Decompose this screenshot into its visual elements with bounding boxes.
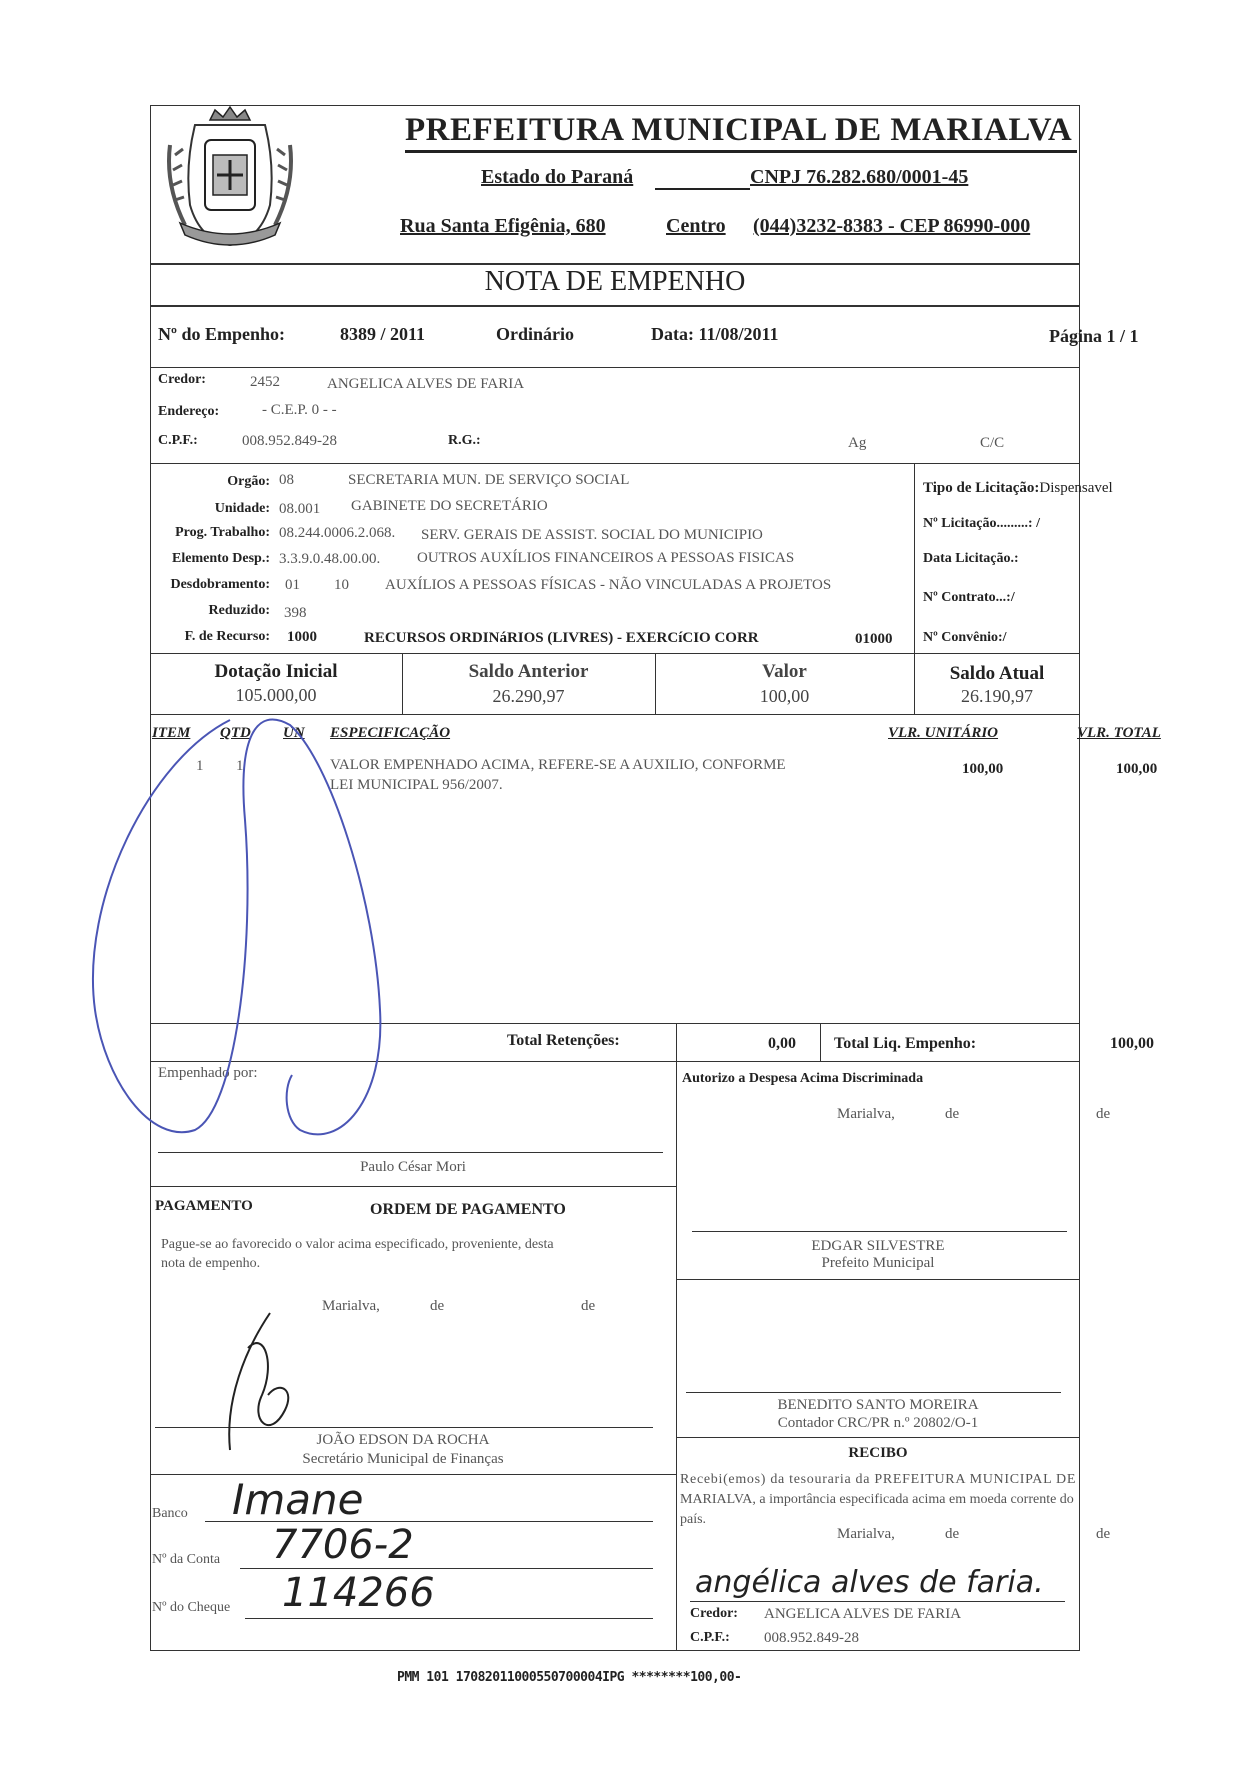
pagamento-de2: de [581, 1298, 596, 1314]
recibo-label: RECIBO [848, 1445, 908, 1461]
dotacao-value: 105.000,00 [235, 685, 317, 705]
prog-label: Prog. Trabalho: [175, 525, 270, 540]
contador-role: Contador CRC/PR n.º 20802/O-1 [777, 1415, 979, 1431]
empenho-date: Data: 11/08/2011 [651, 324, 779, 344]
autorizo-place: Marialva, [837, 1106, 895, 1122]
pagamento-label: PAGAMENTO [155, 1198, 253, 1214]
recibo-signature: angélica alves de faria. [695, 1565, 1044, 1600]
pagamento-text-1: Pague-se ao favorecido o valor acima especificado, proveniente, desta [161, 1237, 554, 1252]
header-district: Centro [666, 215, 726, 237]
col-item: ITEM [152, 725, 191, 741]
retencoes-value: 0,00 [768, 1035, 796, 1052]
doc-title: NOTA DE EMPENHO [484, 266, 746, 297]
row1-item: 1 [196, 758, 204, 774]
unidade-label: Unidade: [214, 501, 270, 516]
autorizo-label: Autorizo a Despesa Acima Discriminada [682, 1071, 924, 1086]
fonte-desc: RECURSOS ORDINáRIOS (LIVRES) - EXERCíCIO CORR [364, 630, 759, 646]
dotacao-label: Dotação Inicial [214, 661, 338, 682]
fonte-label: F. de Recurso: [184, 629, 270, 644]
col-vtotal: VLR. TOTAL [1077, 725, 1161, 741]
banco-value: Imane [232, 1475, 364, 1524]
credor-code: 2452 [250, 374, 280, 390]
valor-label: Valor [762, 661, 807, 682]
recibo-text-3: país. [680, 1512, 707, 1527]
elem-code: 3.3.9.0.48.00.00. [279, 551, 381, 567]
row1-vunit: 100,00 [962, 761, 1004, 777]
empenho-number: 8389 / 2011 [340, 324, 426, 344]
empenhado-name: Paulo César Mori [360, 1159, 466, 1175]
col-qtd: QTD [220, 725, 251, 741]
conta-value: 7706-2 [272, 1522, 414, 1568]
recibo-de2: de [1096, 1526, 1111, 1542]
orgao-code: 08 [279, 472, 294, 488]
row1-qtd: 1 [236, 758, 244, 774]
recibo-place: Marialva, [837, 1526, 895, 1542]
col-un: UN [283, 725, 305, 741]
pagamento-de1: de [430, 1298, 445, 1314]
prog-desc: SERV. GERAIS DE ASSIST. SOCIAL DO MUNICIPIO [421, 527, 763, 543]
desdob-a: 01 [285, 577, 300, 593]
header-cnpj: CNPJ 76.282.680/0001-45 [750, 166, 969, 188]
liquido-label: Total Liq. Empenho: [834, 1035, 977, 1052]
contador-name: BENEDITO SANTO MOREIRA [777, 1397, 979, 1413]
elem-label: Elemento Desp.: [172, 551, 270, 566]
recibo-cpf-label: C.P.F.: [690, 1630, 730, 1645]
recibo-text-1: Recebi(emos) da tesouraria da PREFEITURA MUNICIPAL DE [680, 1472, 1077, 1487]
desdob-desc: AUXÍLIOS A PESSOAS FÍSICAS - NÃO VINCULADAS A PROJETOS [385, 577, 832, 593]
unidade-desc: GABINETE DO SECRETÁRIO [351, 498, 548, 514]
conta-label: Nº da Conta [152, 1552, 221, 1567]
footer-code: PMM 101 17082011000550700004IPG ********100,00- [397, 1670, 742, 1685]
saldo-atual-value: 26.190,97 [961, 686, 1033, 706]
desdob-label: Desdobramento: [170, 577, 270, 592]
row1-vtotal: 100,00 [1116, 761, 1158, 777]
orgao-desc: SECRETARIA MUN. DE SERVIÇO SOCIAL [348, 472, 630, 488]
header-phone-cep: (044)3232-8383 - CEP 86990-000 [753, 215, 1031, 237]
credor-label: Credor: [158, 372, 206, 387]
licitacao-data: Data Licitação.: [923, 551, 1019, 566]
licitacao-contrato: Nº Contrato...:/ [923, 590, 1015, 605]
fonte-code: 1000 [287, 629, 317, 645]
cheque-value: 114266 [282, 1570, 435, 1616]
cc-label: C/C [980, 435, 1005, 451]
banco-label: Banco [152, 1506, 188, 1521]
empenho-label: Nº do Empenho: [158, 324, 285, 344]
col-vunit: VLR. UNITÁRIO [888, 725, 999, 741]
prog-code: 08.244.0006.2.068. [279, 525, 396, 541]
autorizo-de1: de [945, 1106, 960, 1122]
saldo-atual-label: Saldo Atual [949, 663, 1045, 684]
reduzido-value: 398 [284, 605, 307, 621]
liquido-value: 100,00 [1110, 1035, 1154, 1052]
endereco-label: Endereço: [158, 404, 220, 419]
ordem-label: ORDEM DE PAGAMENTO [370, 1201, 566, 1218]
recibo-text-2: MARIALVA, a importância especificada acima em moeda corrente do [680, 1492, 1074, 1507]
fonte-num: 01000 [855, 631, 893, 647]
recibo-credor-label: Credor: [690, 1606, 738, 1621]
header-street: Rua Santa Efigênia, 680 [400, 215, 606, 237]
empenhado-label: Empenhado por: [158, 1065, 258, 1081]
row1-espec-1: VALOR EMPENHADO ACIMA, REFERE-SE A AUXILIO, CONFORME [330, 757, 786, 773]
autorizo-role: Prefeito Municipal [821, 1255, 935, 1271]
cpf-label: C.P.F.: [158, 433, 198, 448]
licitacao-numero: Nº Licitação.........: / [923, 516, 1040, 531]
desdob-b: 10 [334, 577, 349, 593]
rg-label: R.G.: [448, 433, 481, 448]
row1-espec-2: LEI MUNICIPAL 956/2007. [330, 777, 503, 793]
empenho-page: Página 1 / 1 [1049, 326, 1139, 346]
autorizo-name: EDGAR SILVESTRE [811, 1238, 945, 1254]
orgao-label: Orgão: [227, 474, 270, 489]
ag-label: Ag [848, 435, 867, 451]
pagamento-place: Marialva, [322, 1298, 380, 1314]
endereco-value: - C.E.P. 0 - - [262, 402, 337, 418]
unidade-code: 08.001 [279, 501, 321, 517]
pagamento-text-2: nota de empenho. [161, 1256, 261, 1271]
licitacao-tipo-label: Tipo de Licitação: [923, 480, 1040, 496]
recibo-de1: de [945, 1526, 960, 1542]
autorizo-de2: de [1096, 1106, 1111, 1122]
header-state: Estado do Paraná [481, 166, 634, 188]
cheque-label: Nº do Cheque [152, 1600, 231, 1615]
recibo-cpf: 008.952.849-28 [764, 1630, 859, 1646]
valor-value: 100,00 [759, 686, 810, 706]
cpf-value: 008.952.849-28 [242, 433, 337, 449]
saldo-anterior-label: Saldo Anterior [468, 661, 589, 682]
empenho-type: Ordinário [496, 324, 575, 344]
header-title: PREFEITURA MUNICIPAL DE MARIALVA [405, 112, 1073, 148]
reduzido-label: Reduzido: [208, 603, 270, 618]
pen-loop-mark [93, 719, 380, 1134]
recibo-credor-name: ANGELICA ALVES DE FARIA [764, 1606, 962, 1622]
retencoes-label: Total Retenções: [507, 1032, 620, 1049]
saldo-anterior-value: 26.290,97 [492, 686, 565, 706]
pagamento-name: JOÃO EDSON DA ROCHA [316, 1432, 490, 1448]
licitacao-convenio: Nº Convênio:/ [923, 630, 1007, 645]
col-espec: ESPECIFICAÇÃO [330, 725, 451, 741]
licitacao-tipo-value: Dispensavel [1039, 480, 1113, 496]
credor-name: ANGELICA ALVES DE FARIA [327, 376, 525, 392]
pen-check-mark [229, 1313, 288, 1450]
elem-desc: OUTROS AUXÍLIOS FINANCEIROS A PESSOAS FISICAS [417, 550, 795, 566]
pagamento-role: Secretário Municipal de Finanças [302, 1451, 504, 1467]
